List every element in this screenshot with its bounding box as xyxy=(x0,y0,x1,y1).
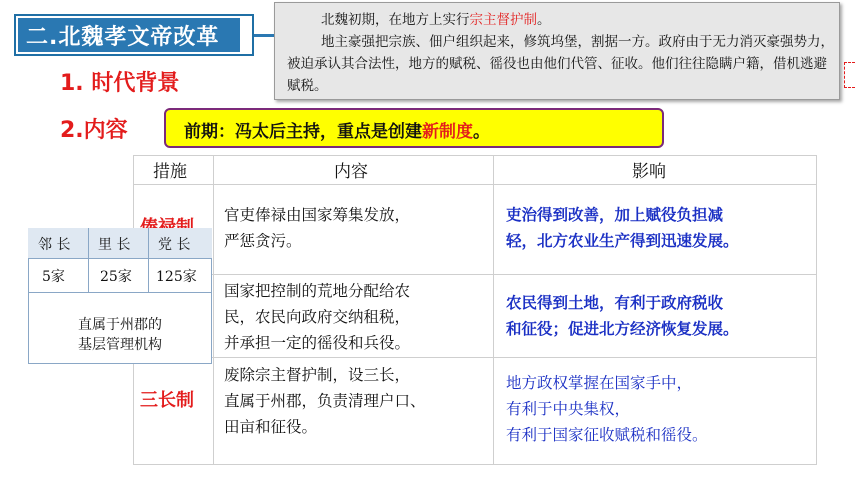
section-title: 二.北魏孝文帝改革 xyxy=(26,25,220,50)
heading-connector xyxy=(254,34,274,37)
mini-value-dang: 125家 xyxy=(156,269,197,285)
background-note-box xyxy=(274,2,840,100)
note-line1-suffix: 。 xyxy=(537,12,551,28)
row1-impact-line: 吏治得到改善，加上赋役负担减 xyxy=(506,205,724,224)
row2-impact-line: 和征役；促进北方经济恢复发展。 xyxy=(506,319,739,338)
mini-col-divider xyxy=(88,228,89,292)
row3-impact-line: 有利于国家征收赋税和徭役。 xyxy=(506,426,708,444)
note-line1-prefix: 北魏初期，在地方上实行 xyxy=(321,12,470,28)
callout-prefix: 前期：冯太后主持，重点是创建 xyxy=(184,122,422,142)
mini-header-li: 里 长 xyxy=(98,237,131,253)
mini-divider xyxy=(28,292,212,293)
mini-footer xyxy=(28,315,212,355)
row2-content-line: 国家把控制的荒地分配给农 xyxy=(224,282,411,300)
header-impact: 影响 xyxy=(632,162,666,182)
table-col-divider xyxy=(493,155,494,465)
mini-value-li: 25家 xyxy=(100,269,132,285)
row3-content-line: 田亩和征役。 xyxy=(224,418,318,436)
callout-highlight: 新制度 xyxy=(422,122,473,142)
row2-content-line: 民，农民向政府交纳租税， xyxy=(224,308,411,326)
table-row-divider xyxy=(133,274,817,275)
mini-footer-line: 基层管理机构 xyxy=(78,337,162,353)
table-col-divider xyxy=(213,155,214,465)
row2-impact xyxy=(506,290,739,342)
row3-impact xyxy=(506,370,708,448)
row3-content xyxy=(224,362,426,440)
callout-suffix: 。 xyxy=(473,122,490,142)
heading-background: 1. 时代背景 xyxy=(60,71,180,96)
header-content: 内容 xyxy=(334,162,368,182)
row3-content-line: 废除宗主督护制，设三长， xyxy=(224,366,411,384)
row1-impact-line: 轻，北方农业生产得到迅速发展。 xyxy=(506,231,739,250)
note-paragraph: 地主豪强把宗族、佃户组织起来，修筑坞堡，割据一方。政府由于无力消灭豪强势力，被迫承认其合法性，地方的赋税、徭役也由他们代管、征收。他们往往隐瞒户籍，借机逃避赋税。 xyxy=(287,34,834,94)
row2-impact-line: 农民得到土地，有利于政府税收 xyxy=(506,293,724,312)
row2-content xyxy=(224,278,410,356)
row-label-three-elders: 三长制 xyxy=(140,390,194,411)
row2-content-line: 并承担一定的徭役和兵役。 xyxy=(224,334,411,352)
table-row-divider xyxy=(133,357,817,358)
mini-header-dang: 党 长 xyxy=(158,237,191,253)
row3-impact-line: 地方政权掌握在国家手中， xyxy=(506,374,693,392)
row1-content xyxy=(224,202,410,254)
mini-value-lin: 5家 xyxy=(42,269,65,285)
note-line1-highlight: 宗主督护制 xyxy=(469,12,537,28)
row1-content-line: 官吏俸禄由国家筹集发放， xyxy=(224,206,411,224)
mini-col-divider xyxy=(148,228,149,292)
table-header-divider xyxy=(133,184,817,185)
heading-content: 2.内容 xyxy=(60,118,128,143)
header-measure: 措施 xyxy=(153,162,187,182)
note-line1 xyxy=(321,9,551,31)
callout-text xyxy=(184,117,490,142)
mini-footer-line: 直属于州郡的 xyxy=(78,317,162,333)
mini-divider xyxy=(28,258,212,259)
row1-impact xyxy=(506,202,739,254)
dashed-frame-fragment xyxy=(844,62,855,88)
row3-impact-line: 有利于中央集权， xyxy=(506,400,631,418)
row1-content-line: 严惩贪污。 xyxy=(224,232,302,250)
row3-content-line: 直属于州郡，负责清理户口、 xyxy=(224,392,426,410)
mini-header-lin: 邻 长 xyxy=(38,237,71,253)
